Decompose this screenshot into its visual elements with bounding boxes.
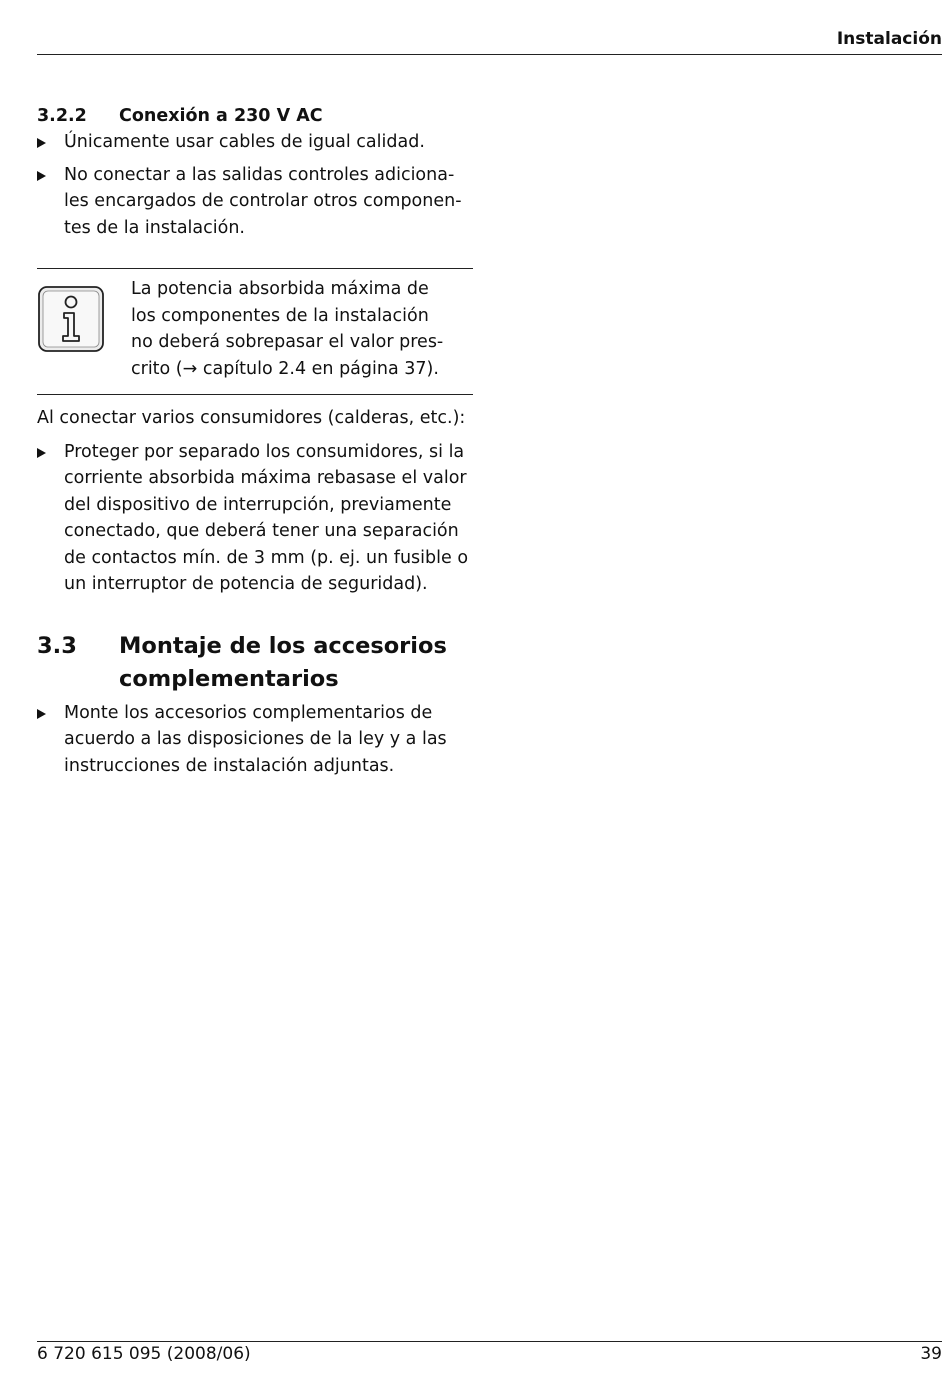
list-item-text: Únicamente usar cables de igual calidad. bbox=[64, 132, 425, 152]
subsection-heading bbox=[37, 103, 473, 129]
notice-text: La potencia absorbida máxima de los componentes de la instalación no deberá sobrepasar el valor pres-crito (→ capítulo 2.4 en página 37). bbox=[131, 279, 444, 379]
consumers-intro: Al conectar varios consumidores (calderas, etc.): bbox=[37, 408, 466, 428]
list-item-text: Proteger por separado los consumidores, si la corriente absorbida máxima rebasase el valor del dispositivo de interrupción, previamente conectado, que deberá tener una separación de contactos mín. de 3 mm (p. ej. un fusible o un interruptor de potencia de seguridad). bbox=[64, 441, 469, 594]
consumers-bullet-list bbox=[37, 439, 473, 598]
info-icon bbox=[37, 276, 131, 382]
list-item bbox=[37, 129, 473, 156]
section-number: 3.3 bbox=[37, 632, 77, 659]
section-heading bbox=[37, 630, 473, 696]
page-number: 39 bbox=[920, 1344, 942, 1364]
subsection-bullet-list bbox=[37, 129, 473, 241]
running-header: Instalación bbox=[836, 29, 942, 49]
main-column bbox=[37, 103, 473, 779]
list-item bbox=[37, 162, 473, 242]
list-item bbox=[37, 700, 473, 780]
list-item bbox=[37, 439, 473, 598]
bullet-arrow-icon bbox=[37, 448, 46, 458]
section-title: Montaje de los accesorios complementarios bbox=[119, 632, 447, 692]
document-id: 6 720 615 095 (2008/06) bbox=[37, 1344, 251, 1364]
subsection-number: 3.2.2 bbox=[37, 106, 87, 126]
info-notice bbox=[37, 268, 473, 395]
bullet-arrow-icon bbox=[37, 709, 46, 719]
list-item-text: Monte los accesorios complementarios de acuerdo a las disposiciones de la ley y a las instrucciones de instalación adjuntas. bbox=[64, 702, 447, 776]
bullet-arrow-icon bbox=[37, 138, 46, 148]
list-item-text: No conectar a las salidas controles adiciona-les encargados de controlar otros componen-tes de la instalación. bbox=[64, 164, 462, 238]
bullet-arrow-icon bbox=[37, 171, 46, 181]
header-divider bbox=[37, 54, 942, 55]
footer-divider bbox=[37, 1341, 942, 1342]
section-bullet-list bbox=[37, 700, 473, 780]
subsection-title: Conexión a 230 V AC bbox=[119, 106, 323, 126]
